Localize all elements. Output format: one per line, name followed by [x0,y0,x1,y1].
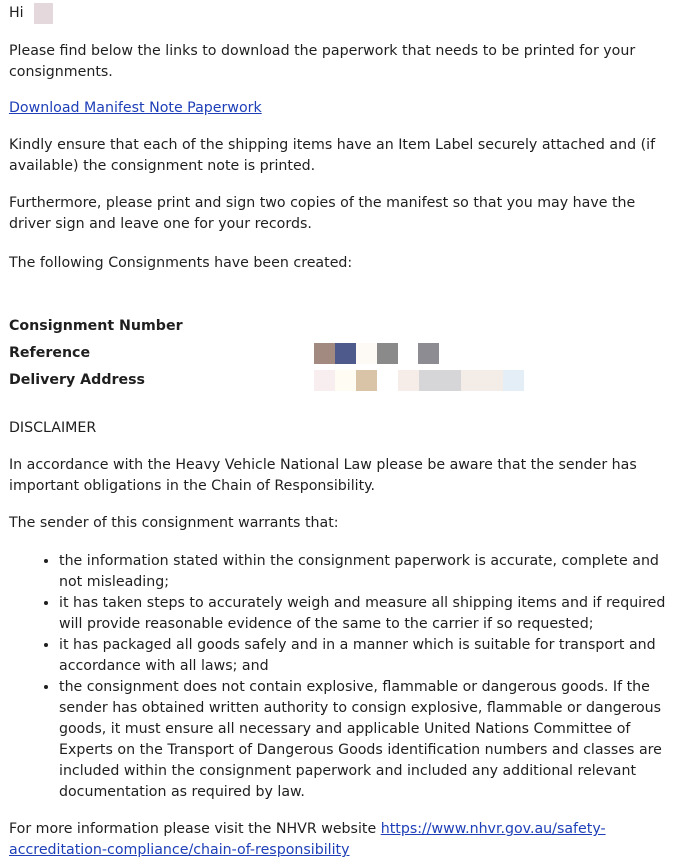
warranties-list [9,551,681,803]
footer-text: For more information please visit the NHVR website [9,821,381,837]
nhvr-website-link[interactable]: https://www.nhvr.gov.au/safety-accreditation-compliance/chain-of-responsibility [9,821,606,858]
reference-label: Reference [9,345,91,361]
download-link-row [9,98,262,119]
warranty-item: • the consignment does not contain explosive, flammable or dangerous goods. If the sender has obtained written authority to consign explosive, flammable or dangerous goods, it must ensure all necessary and applicable United Nations Committee of Experts on the Transport of Dangerous Goods identification numbers and classes are included within the consignment paperwork and included any additional relevant documentation as required by law. [59,677,681,803]
disclaimer-heading: DISCLAIMER [9,420,97,436]
warranty-item: • it has taken steps to accurately weigh and measure all shipping items and if required will provide reasonable evidence of the same to the carrier if so requested; [59,593,681,635]
consignment-number-label: Consignment Number [9,318,183,334]
warrants-intro: The sender of this consignment warrants that: [9,515,339,531]
warranty-item: • the information stated within the consignment paperwork is accurate, complete and not misleading; [59,551,681,593]
warranty-item: • it has packaged all goods safely and in a manner which is suitable for transport and accordance with all laws; and [59,635,681,677]
manifest-paragraph: Furthermore, please print and sign two copies of the manifest so that you may have the driver sign and leave one for your records. [9,195,636,232]
greeting-line [9,3,53,24]
consignment-number-row [9,316,681,343]
intro-paragraph: Please find below the links to download the paperwork that needs to be printed for your consignments. [9,43,636,80]
greeting-text: Hi [9,5,24,21]
consignments-intro: The following Consignments have been created: [9,255,353,271]
footer-paragraph [9,819,681,861]
redacted-reference-value [314,343,439,364]
download-manifest-link[interactable]: Download Manifest Note Paperwork [9,100,262,116]
reference-row [9,343,681,370]
redacted-address-value [314,370,524,391]
delivery-address-row [9,370,681,397]
delivery-address-label: Delivery Address [9,372,145,388]
disclaimer-intro: In accordance with the Heavy Vehicle National Law please be aware that the sender has important obligations in the Chain of Responsibility. [9,457,637,494]
item-label-paragraph: Kindly ensure that each of the shipping items have an Item Label securely attached and (if available) the consignment note is printed. [9,137,656,174]
consignment-details [9,316,681,397]
redacted-recipient-name [34,3,53,24]
